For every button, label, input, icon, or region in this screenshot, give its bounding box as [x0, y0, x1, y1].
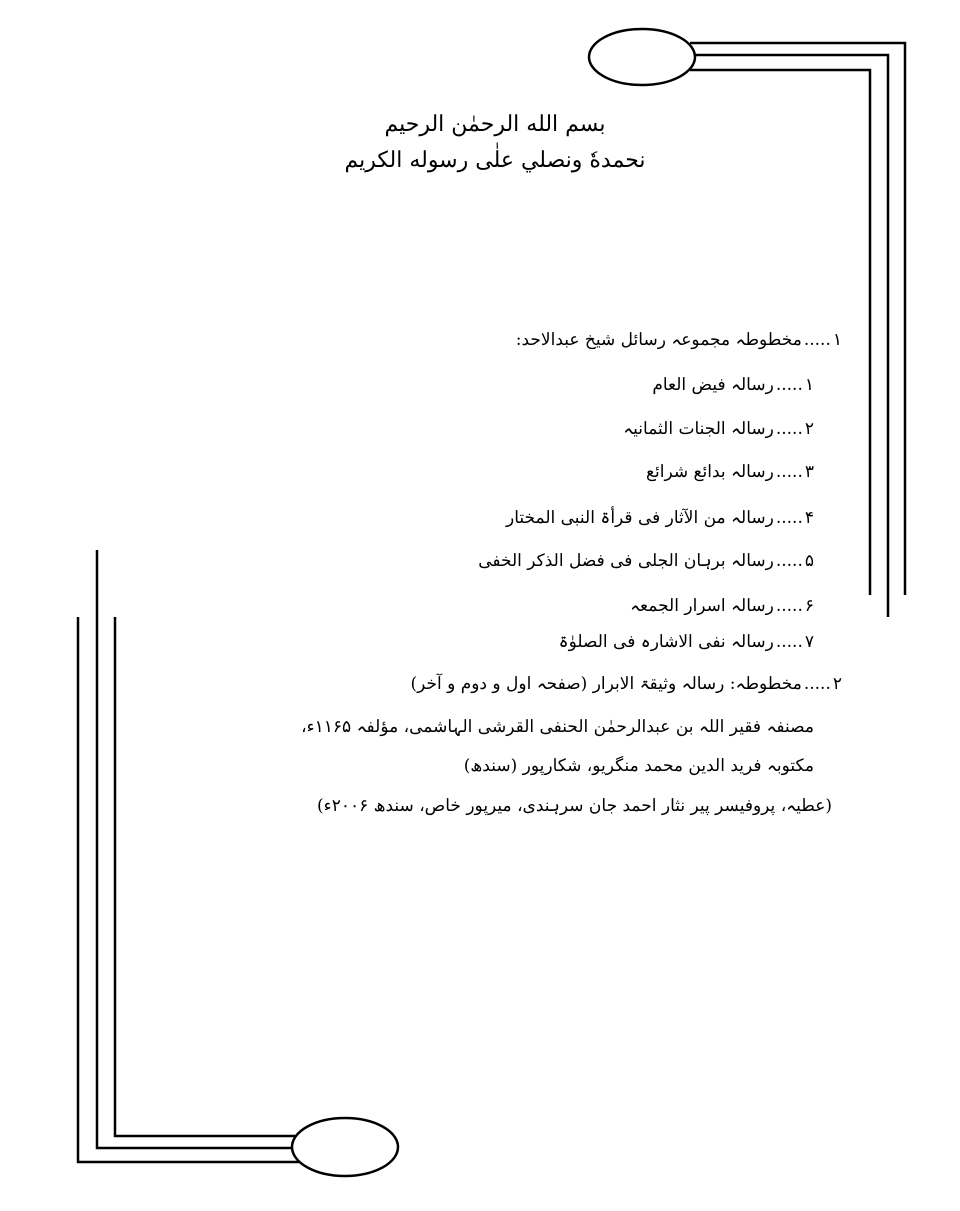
section-number: ۱	[832, 330, 842, 350]
top-oval-ornament	[589, 29, 695, 85]
list-item	[652, 377, 814, 394]
list-item	[559, 634, 814, 651]
item-number: ۳	[804, 462, 814, 482]
item-title: رسالہ اسرار الجمعہ	[630, 596, 774, 616]
item-title: رسالہ نفی الاشارہ فی الصلوٰۃ	[558, 632, 774, 652]
leader-dots: .....	[803, 330, 831, 350]
manuscript-scribe-line: مکتوبہ فرید الدین محمد منگریو، شکارپور (سندھ)	[463, 756, 814, 776]
item-number: ۱	[804, 375, 814, 395]
list-item	[630, 598, 814, 615]
leader-dots: .....	[803, 674, 831, 694]
item-title: رسالہ برہان الجلی فی فضل الذکر الخفی	[478, 551, 774, 571]
item-title: رسالہ فیض العام	[652, 375, 774, 395]
list-item	[623, 421, 814, 438]
item-title: رسالہ الجنات الثمانیہ	[623, 419, 774, 439]
leader-dots: .....	[775, 551, 803, 571]
leader-dots: .....	[775, 419, 803, 439]
leader-dots: .....	[775, 462, 803, 482]
list-item	[478, 553, 814, 570]
item-title: رسالہ من الآثار فی قرأۃ النبی المختار	[506, 508, 774, 528]
leader-dots: .....	[775, 596, 803, 616]
border-bottom-left-middle	[97, 550, 300, 1148]
list-item	[506, 510, 814, 527]
item-number: ۴	[804, 508, 814, 528]
item-number: ۵	[804, 551, 814, 571]
section-number: ۲	[832, 674, 842, 694]
section-2-heading	[410, 676, 842, 693]
item-number: ۶	[804, 596, 814, 616]
section-title: مخطوطہ مجموعہ رسائل شیخ عبدالاحد:	[515, 330, 802, 350]
manuscript-author-line: مصنفہ فقیر اللہ بن عبدالرحمٰن الحنفی القرشی الہاشمی، مؤلفہ ۱۱۶۵ء،	[301, 717, 814, 737]
manuscript-donation-line: (عطیہ، پروفیسر پیر نثار احمد جان سرہندی، میرپور خاص، سندھ ۲۰۰۶ء)	[317, 796, 832, 816]
item-title: رسالہ بدائع شرائع	[645, 462, 774, 482]
bottom-oval-ornament	[292, 1118, 398, 1176]
leader-dots: .....	[775, 632, 803, 652]
leader-dots: .....	[775, 375, 803, 395]
item-number: ۷	[804, 632, 814, 652]
section-title: مخطوطہ: رسالہ وثیقۃ الابرار (صفحہ اول و دوم و آخر)	[410, 674, 802, 694]
leader-dots: .....	[775, 508, 803, 528]
border-bottom-left-outer	[78, 617, 300, 1162]
section-1-heading	[516, 332, 842, 349]
item-number: ۲	[804, 419, 814, 439]
bismillah-heading: بسم الله الرحمٰن الرحيم	[384, 112, 606, 137]
list-item	[646, 464, 814, 481]
border-bottom-left-inner	[115, 617, 300, 1136]
salutation-heading: نحمدهٗ ونصلي علٰى رسوله الكريم	[344, 148, 646, 173]
